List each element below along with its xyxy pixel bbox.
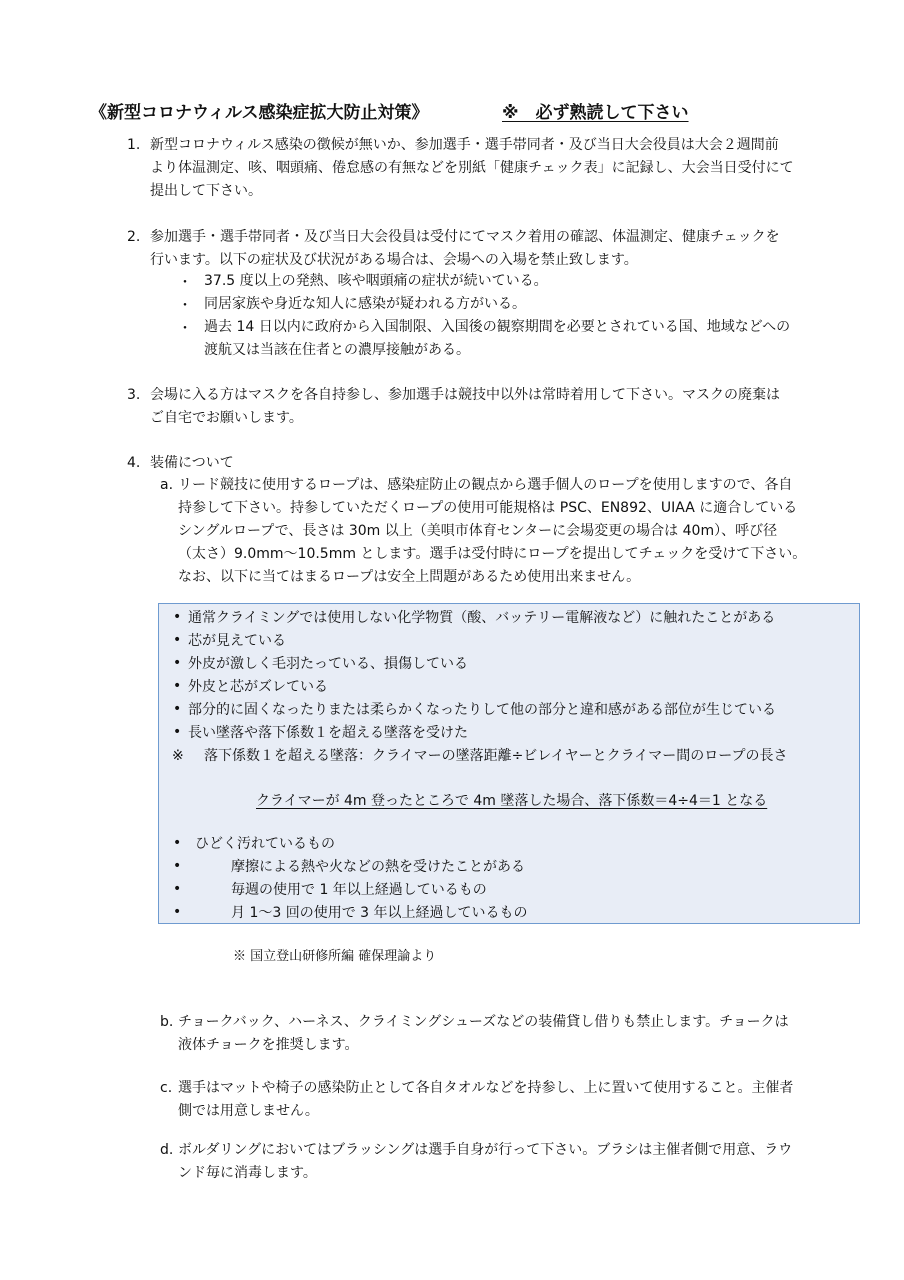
item-a-line-4: （太さ）9.0mm～10.5mm とします。選手は受付時にロープを提出してチェックを受けて下さい。: [178, 546, 807, 562]
box-bullet-mark: •: [173, 678, 182, 694]
section-2-line-2: 行います。以下の症状及び状況がある場合は、会場への入場を禁止致します。: [150, 252, 638, 268]
source-note: ※ 国立登山研修所編 確保理論より: [233, 949, 437, 964]
item-b-label: b.: [160, 1014, 174, 1030]
section-1-number: 1.: [127, 137, 141, 153]
item-c-line-2: 側では用意しません。: [178, 1103, 319, 1119]
section-2-bullet-3: 過去 14 日以内に政府から入国制限、入国後の観察期間を必要とされている国、地域などへの: [204, 319, 791, 335]
section-1-line-1: 新型コロナウィルス感染の徴候が無いか、参加選手・選手帯同者・及び当日大会役員は大会２週間前: [150, 137, 779, 153]
box-item-1: 通常クライミングでは使用しない化学物質（酸、バッテリー電解液など）に触れたことがある: [188, 610, 776, 626]
section-1-line-3: 提出して下さい。: [150, 183, 262, 199]
section-2-bullet-mark: ・: [178, 321, 192, 337]
section-2-bullet-mark: ・: [178, 275, 192, 291]
box-note-fall-factor: 落下係数１を超える墜落：クライマーの墜落距離÷ビレイヤーとクライマー間のロープの長さ: [204, 748, 788, 764]
read-carefully-note: ※ 必ず熟読して下さい: [502, 103, 689, 123]
box-fall-factor-example: クライマーが 4m 登ったところで 4m 墜落した場合、落下係数＝4÷4＝1 となる: [256, 793, 768, 809]
item-d-label: d.: [160, 1142, 174, 1158]
item-a-line-3: シングルロープで、長さは 30m 以上（美唄市体育センターに会場変更の場合は 40m）、呼び径: [178, 523, 778, 539]
section-1-line-2: より体温測定、咳、咽頭痛、倦怠感の有無などを別紙「健康チェック表」に記録し、大会当日受付にて: [150, 160, 794, 176]
section-4-heading: 装備について: [150, 455, 234, 471]
box-bullet-mark: •: [173, 881, 182, 897]
item-a-line-2: 持参して下さい。持参していただくロープの使用可能規格は PSC、EN892、UIAA に適合している: [178, 500, 798, 516]
section-3-line-1: 会場に入る方はマスクを各自持参し、参加選手は競技中以外は常時着用して下さい。マスクの廃棄は: [150, 387, 780, 403]
box-note-mark: ※: [172, 748, 184, 764]
section-2-bullet-mark: ・: [178, 298, 192, 314]
page-title: 《新型コロナウィルス感染症拡大防止対策》: [90, 103, 429, 123]
section-4-number: 4.: [127, 455, 141, 471]
box-bullet-mark: •: [173, 835, 182, 851]
box-item-5: 部分的に固くなったりまたは柔らかくなったりして他の部分と違和感がある部位が生じている: [188, 702, 776, 718]
box-bullet-mark: •: [173, 858, 182, 874]
section-3-line-2: ご自宅でお願いします。: [150, 410, 303, 426]
section-3-number: 3.: [127, 387, 141, 403]
box-item-2: 芯が見えている: [188, 633, 286, 649]
section-2-number: 2.: [127, 229, 141, 245]
item-c-label: c.: [160, 1080, 173, 1096]
box-item-7: ひどく汚れているもの: [195, 836, 335, 852]
section-2-bullet-1: 37.5 度以上の発熱、咳や咽頭痛の症状が続いている。: [204, 273, 548, 289]
box-item-9: 毎週の使用で 1 年以上経過しているもの: [231, 882, 487, 898]
box-item-3: 外皮が激しく毛羽たっている、損傷している: [188, 656, 468, 672]
box-item-6: 長い墜落や落下係数１を超える墜落を受けた: [188, 725, 468, 741]
box-bullet-mark: •: [173, 724, 182, 740]
box-bullet-mark: •: [173, 632, 182, 648]
item-b-line-2: 液体チョークを推奨します。: [178, 1037, 359, 1053]
item-a-line-1: リード競技に使用するロープは、感染症防止の観点から選手個人のロープを使用しますので、各自: [178, 477, 793, 493]
item-a-label: a.: [160, 477, 174, 493]
box-bullet-mark: •: [173, 904, 182, 920]
section-2-line-1: 参加選手・選手帯同者・及び当日大会役員は受付にてマスク着用の確認、体温測定、健康チェックを: [150, 229, 780, 245]
box-item-10: 月 1～3 回の使用で 3 年以上経過しているもの: [231, 905, 528, 921]
section-2-bullet-2: 同居家族や身近な知人に感染が疑われる方がいる。: [204, 296, 526, 312]
item-d-line-2: ンド毎に消毒します。: [178, 1165, 317, 1181]
item-d-line-1: ボルダリングにおいてはブラッシングは選手自身が行って下さい。ブラシは主催者側で用意、ラウ: [178, 1142, 793, 1158]
box-item-4: 外皮と芯がズレている: [188, 679, 328, 695]
section-2-bullet-3-continued: 渡航又は当該在住者との濃厚接触がある。: [204, 342, 470, 358]
box-item-8: 摩擦による熱や火などの熱を受けたことがある: [231, 859, 525, 875]
item-b-line-1: チョークバック、ハーネス、クライミングシューズなどの装備貸し借りも禁止します。チョークは: [178, 1014, 789, 1030]
item-a-line-5: なお、以下に当てはまるロープは安全上問題があるため使用出来ません。: [178, 569, 641, 585]
box-bullet-mark: •: [173, 655, 182, 671]
item-c-line-1: 選手はマットや椅子の感染防止として各自タオルなどを持参し、上に置いて使用すること。主催者: [178, 1080, 794, 1096]
box-bullet-mark: •: [173, 609, 182, 625]
box-bullet-mark: •: [173, 701, 182, 717]
